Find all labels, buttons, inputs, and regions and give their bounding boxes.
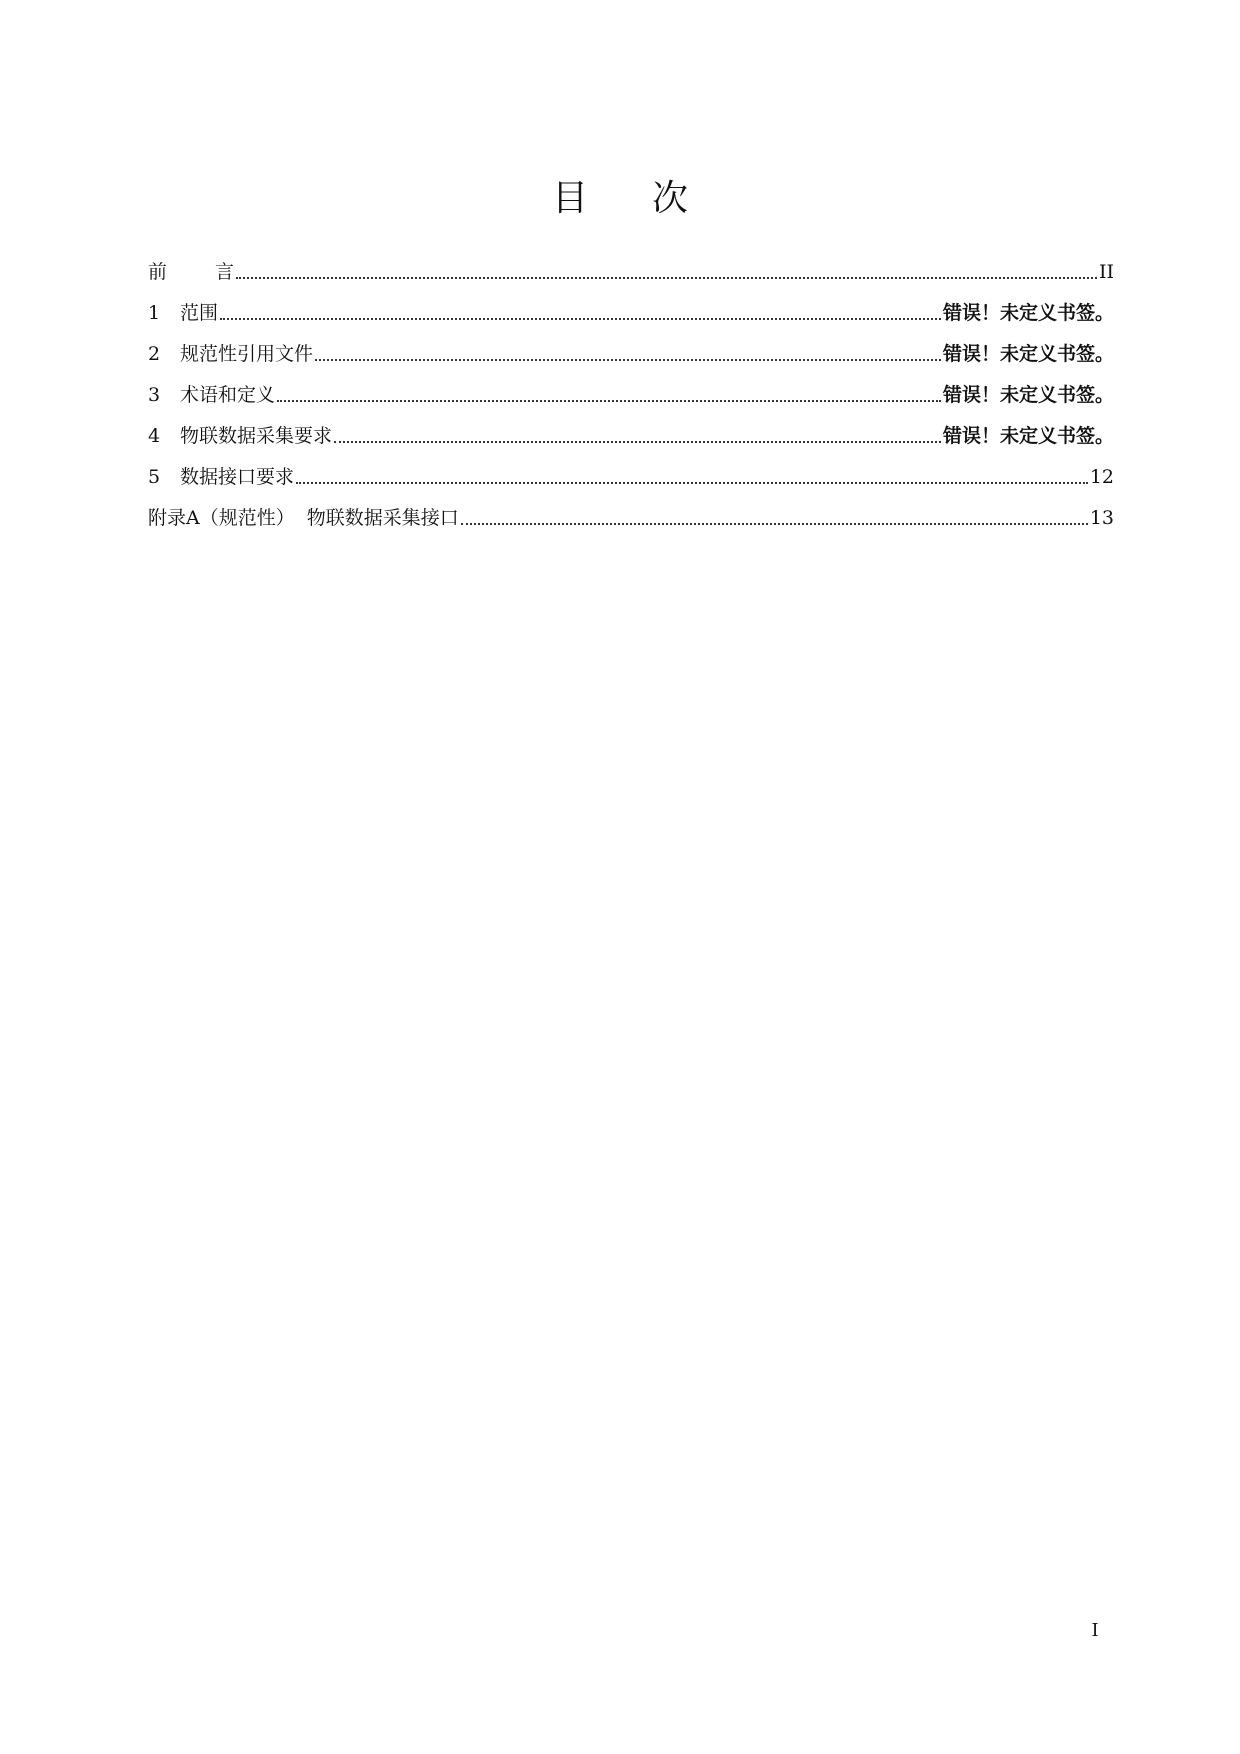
toc-list bbox=[148, 244, 1114, 531]
toc-dot-leader bbox=[277, 400, 941, 402]
toc-entry-page-error: 错误！未定义书签。 bbox=[942, 384, 1114, 406]
toc-entry-terms-definitions[interactable] bbox=[148, 367, 1114, 408]
toc-entry-label: 前 言 bbox=[148, 261, 235, 283]
toc-entry-foreword[interactable] bbox=[148, 244, 1114, 285]
toc-entry-appendix-a[interactable] bbox=[148, 490, 1114, 531]
toc-entry-number: 1 bbox=[148, 302, 161, 324]
toc-entry-page: 12 bbox=[1089, 466, 1114, 488]
toc-entry-iot-data-requirements[interactable] bbox=[148, 408, 1114, 449]
toc-entry-label: 附录A（规范性） 物联数据采集接口 bbox=[148, 507, 459, 529]
toc-entry-number: 3 bbox=[148, 384, 161, 406]
toc-entry-data-interface[interactable] bbox=[148, 449, 1114, 490]
toc-dot-leader bbox=[461, 523, 1088, 525]
toc-dot-leader bbox=[236, 277, 1097, 279]
toc-title-char-1: 目 bbox=[551, 178, 588, 219]
toc-dot-leader bbox=[220, 318, 941, 320]
toc-entry-page-error: 错误！未定义书签。 bbox=[942, 425, 1114, 447]
toc-dot-leader bbox=[334, 441, 941, 443]
toc-entry-page: II bbox=[1098, 261, 1114, 283]
toc-entry-label: 范围 bbox=[180, 302, 219, 324]
toc-entry-number: 4 bbox=[148, 425, 161, 447]
toc-entry-page-error: 错误！未定义书签。 bbox=[942, 343, 1114, 365]
page-number: I bbox=[1091, 1620, 1099, 1641]
toc-dot-leader bbox=[296, 482, 1088, 484]
toc-entry-scope[interactable] bbox=[148, 285, 1114, 326]
toc-entry-page: 13 bbox=[1089, 507, 1114, 529]
toc-entry-label: 数据接口要求 bbox=[180, 466, 295, 488]
toc-entry-number: 2 bbox=[148, 343, 161, 365]
toc-dot-leader bbox=[315, 359, 941, 361]
toc-entry-label: 物联数据采集要求 bbox=[180, 425, 333, 447]
toc-title bbox=[0, 175, 1240, 223]
toc-entry-label: 规范性引用文件 bbox=[180, 343, 314, 365]
toc-entry-normative-references[interactable] bbox=[148, 326, 1114, 367]
toc-entry-number: 5 bbox=[148, 466, 161, 488]
toc-entry-label: 术语和定义 bbox=[180, 384, 276, 406]
toc-entry-page-error: 错误！未定义书签。 bbox=[942, 302, 1114, 324]
toc-title-char-2: 次 bbox=[652, 178, 689, 219]
